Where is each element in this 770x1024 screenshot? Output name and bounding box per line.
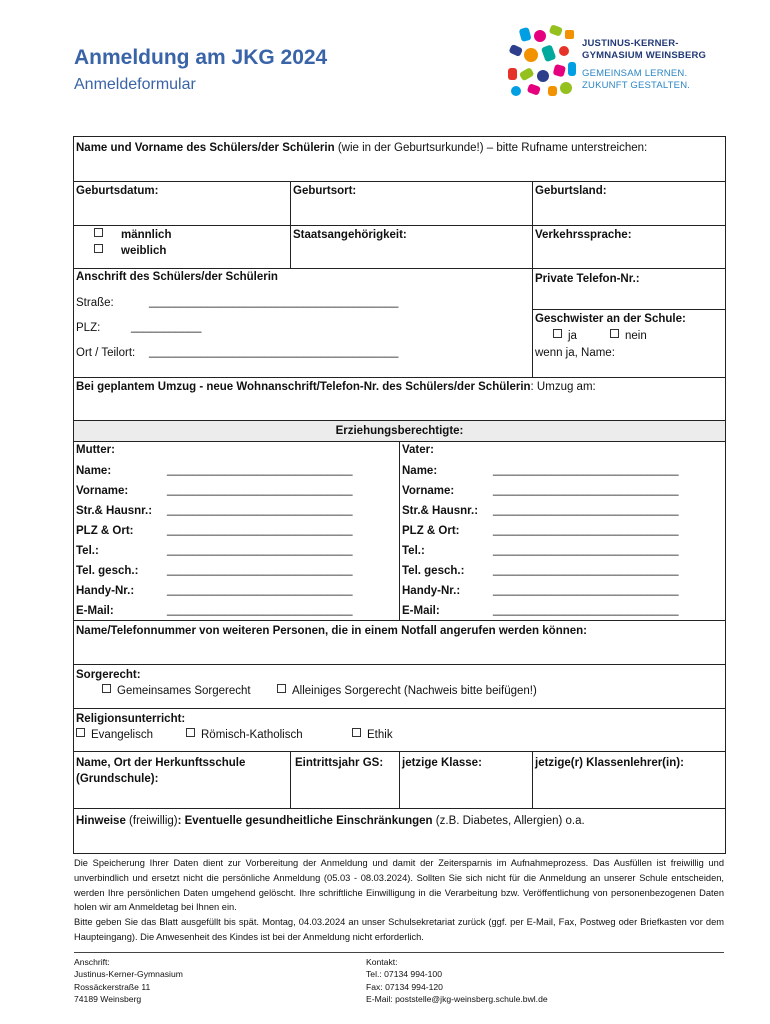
father-field-input[interactable]: _____________________________ [493, 484, 679, 496]
father-field-input[interactable]: _____________________________ [493, 544, 679, 556]
logo-mark-icon [506, 24, 578, 100]
siblings-name-label: wenn ja, Name: [535, 347, 615, 359]
checkbox-icon[interactable] [610, 329, 619, 338]
move-label: Bei geplantem Umzug - neue Wohnanschrift/Telefon-Nr. des Schülers/der Schülerin: Umzug am: [76, 381, 596, 393]
zip-label: PLZ: [76, 322, 101, 334]
father-label: Vater: [402, 444, 434, 456]
mother-field-label: Str.& Hausnr.: [76, 505, 153, 517]
birthplace-label: Geburtsort: [293, 185, 357, 197]
current-class-label: jetzige Klasse: [402, 757, 482, 769]
father-field-input[interactable]: _____________________________ [493, 524, 679, 536]
father-field-input[interactable]: _____________________________ [493, 564, 679, 576]
notes-label: Hinweise (freiwillig): Eventuelle gesundheitliche Einschränkungen (z.B. Diabetes, Allergien) o.a. [76, 815, 585, 827]
nationality-label: Staatsangehörigkeit: [293, 229, 407, 241]
birthdate-label: Geburtsdatum: [76, 185, 159, 197]
mother-field-label: Tel. gesch.: [76, 565, 139, 577]
city-label: Ort / Teilort: [76, 347, 136, 359]
religion-option-katholisch[interactable]: Römisch-Katholisch [186, 728, 303, 742]
school-logo [506, 24, 721, 100]
siblings-label: Geschwister an der Schule: [535, 313, 686, 325]
footer-divider [74, 952, 724, 953]
street-field[interactable]: _______________________________________ [149, 296, 399, 308]
mother-label: Mutter: [76, 444, 115, 456]
religion-option-ethik[interactable]: Ethik [352, 728, 393, 742]
teacher-label: jetzige(r) Klassenlehrer(in): [535, 757, 684, 769]
guardians-heading: Erziehungsberechtigte: [335, 425, 464, 437]
zip-field[interactable]: ___________ [131, 321, 202, 333]
father-field-label: Tel.: [402, 545, 425, 557]
language-label: Verkehrssprache: [535, 229, 632, 241]
religion-option-evangelisch[interactable]: Evangelisch [76, 728, 153, 742]
mother-field-label: Vorname: [76, 485, 129, 497]
footer-address: Anschrift: Justinus-Kerner-Gymnasium Rossäckerstraße 11 74189 Weinsberg [74, 957, 183, 1005]
street-label: Straße: [76, 297, 114, 309]
mother-field-label: Name: [76, 465, 112, 477]
checkbox-icon[interactable] [94, 244, 103, 253]
mother-field-input[interactable]: _____________________________ [167, 504, 353, 516]
registration-form [73, 136, 726, 854]
mother-field-input[interactable]: _____________________________ [167, 564, 353, 576]
mother-field-input[interactable]: _____________________________ [167, 464, 353, 476]
custody-joint-option[interactable]: Gemeinsames Sorgerecht [102, 684, 251, 698]
privacy-note: Die Speicherung Ihrer Daten dient zur Vorbereitung der Anmeldung und damit der Zeitersparnis im Aufnahmeprozess. Das Ausfüllen ist freiwillig und unverbindlich und ersetzt nicht die persönliche Anmeldung (05.03 - 08.03.2024). Sollten Sie sich nicht für die Anmeldung an unserer Schule entscheiden, werden Ihre persönlichen Daten umgehend gelöscht. Ihre schriftliche Einwilligung in die Verarbeitung bzw. Veröffentlichung von personenbezogenen Daten holen wir am Anmeldetag bei Ihnen ein. Bitte geben Sie das Blatt ausgefüllt bis spät. Montag, 04.03.2024 an unser Schulsekretariat zurück (ggf. per E-Mail, Fax, Postweg oder Briefkasten vor dem Haupteingang). Die Anwesenheit des Kindes ist bei der Anmeldung nicht erforderlich. [74, 858, 724, 942]
checkbox-icon[interactable] [186, 728, 195, 737]
mother-field-label: E-Mail: [76, 605, 114, 617]
logo-school-name: JUSTINUS-KERNER- GYMNASIUM WEINSBERG [582, 38, 707, 61]
checkbox-icon[interactable] [94, 228, 103, 237]
mother-field-input[interactable]: _____________________________ [167, 544, 353, 556]
page-subtitle: Anmeldeformular [74, 76, 196, 93]
gender-male-option[interactable]: männlich [94, 228, 171, 242]
father-field-label: Str.& Hausnr.: [402, 505, 479, 517]
father-field-label: Tel. gesch.: [402, 565, 465, 577]
father-field-input[interactable]: _____________________________ [493, 464, 679, 476]
father-field-input[interactable]: _____________________________ [493, 584, 679, 596]
city-field[interactable]: _______________________________________ [149, 346, 399, 358]
student-name-label: Name und Vorname des Schülers/der Schülerin (wie in der Geburtsurkunde!) – bitte Rufname unterstreichen: [76, 142, 648, 154]
siblings-yes-option[interactable]: ja [553, 329, 577, 343]
mother-field-label: Tel.: [76, 545, 99, 557]
father-field-label: Vorname: [402, 485, 455, 497]
checkbox-icon[interactable] [102, 684, 111, 693]
checkbox-icon[interactable] [76, 728, 85, 737]
gender-female-option[interactable]: weiblich [94, 244, 166, 258]
father-field-input[interactable]: _____________________________ [493, 504, 679, 516]
mother-field-input[interactable]: _____________________________ [167, 584, 353, 596]
entry-year-label: Eintrittsjahr GS: [295, 757, 384, 769]
checkbox-icon[interactable] [553, 329, 562, 338]
logo-slogan: GEMEINSAM LERNEN. ZUKUNFT GESTALTEN. [582, 68, 691, 91]
religion-label: Religionsunterricht: [76, 713, 186, 725]
mother-field-input[interactable]: _____________________________ [167, 484, 353, 496]
father-field-label: Handy-Nr.: [402, 585, 461, 597]
checkbox-icon[interactable] [352, 728, 361, 737]
father-field-label: Name: [402, 465, 438, 477]
phone-label: Private Telefon-Nr.: [535, 273, 640, 285]
father-field-label: E-Mail: [402, 605, 440, 617]
checkbox-icon[interactable] [277, 684, 286, 693]
mother-field-label: Handy-Nr.: [76, 585, 135, 597]
origin-school-label: Name, Ort der Herkunftsschule (Grundschule): [76, 757, 246, 785]
custody-sole-option[interactable]: Alleiniges Sorgerecht (Nachweis bitte beifügen!) [277, 684, 537, 698]
footer-contact: Kontakt: Tel.: 07134 994-100 Fax: 07134 994-120 E-Mail: poststelle@jkg-weinsberg.schule.bwl.de [366, 957, 548, 1005]
birthcountry-label: Geburtsland: [535, 185, 607, 197]
emergency-label: Name/Telefonnummer von weiteren Personen, die in einem Notfall angerufen werden können: [76, 625, 587, 637]
mother-field-input[interactable]: _____________________________ [167, 604, 353, 616]
father-field-input[interactable]: _____________________________ [493, 604, 679, 616]
mother-field-input[interactable]: _____________________________ [167, 524, 353, 536]
mother-field-label: PLZ & Ort: [76, 525, 134, 537]
custody-label: Sorgerecht: [76, 669, 141, 681]
siblings-no-option[interactable]: nein [610, 329, 647, 343]
father-field-label: PLZ & Ort: [402, 525, 460, 537]
page-title: Anmeldung am JKG 2024 [74, 46, 328, 69]
address-label: Anschrift des Schülers/der Schülerin [76, 271, 278, 283]
